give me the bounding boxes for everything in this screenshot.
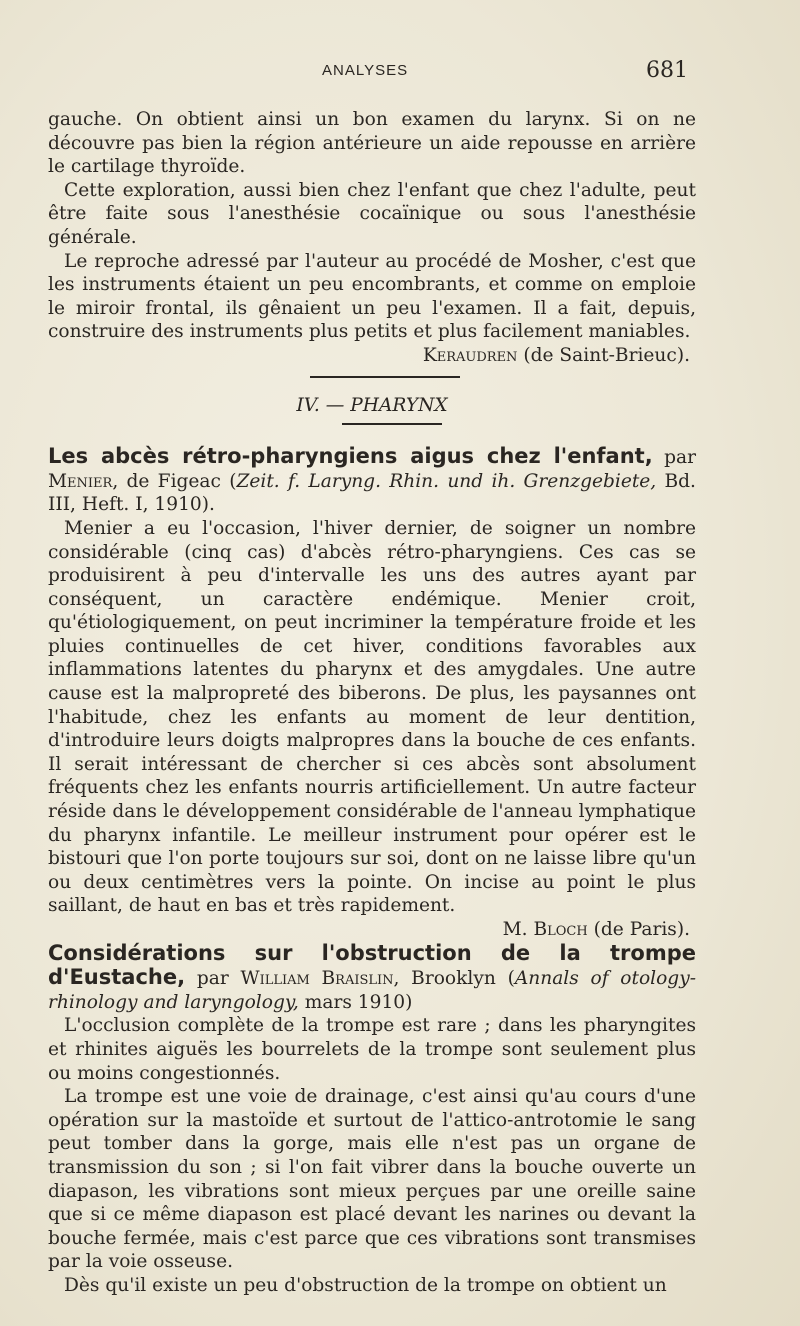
- continuation-paragraph-3: Le reproche adressé par l'auteur au procédé de Mosher, c'est que les instruments étaient un peu encombrants, et comme on emploie le miroir frontal, ils gênaient un peu l'examen. Il a fait, depuis, construire des instruments plus petits et plus facilement maniables.: [48, 250, 696, 343]
- section-rule: [342, 423, 442, 425]
- article-1-title: Les abcès rétro-pharyngiens aigus chez l'enfant,: [48, 444, 653, 469]
- article-1-author: Menier: [48, 470, 113, 492]
- article-1-ref-open: (: [229, 470, 237, 492]
- article-1-journal: Zeit. f. Laryng. Rhin. und ih. Grenzgebiete,: [236, 470, 657, 492]
- signature-prefix: M.: [502, 919, 528, 940]
- running-head: [0, 58, 800, 92]
- body-text: [48, 108, 696, 1298]
- article-1-by: par: [664, 447, 696, 469]
- article-2-ref-open: (: [507, 968, 515, 990]
- article-2-paragraph-1: L'occlusion complète de la trompe est rare ; dans les pharyngites et rhinites aiguës les bourrelets de la trompe sont seulement plus ou moins congestionnés.: [48, 1015, 696, 1084]
- continuation-paragraph-1: gauche. On obtient ainsi un bon examen du larynx. Si on ne découvre pas bien la région antérieure un aide repousse en arrière le cartilage thyroïde.: [48, 109, 696, 178]
- article-2-paragraph-2: La trompe est une voie de drainage, c'est ainsi qu'au cours d'une opération sur la mastoïde et surtout de l'attico-antrotomie le sang peut tomber dans la gorge, mais elle n'est pas un organe de transmission du son ; si l'on fait vibrer dans la bouche ouverte un diapason, les vibrations sont mieux perçues par une oreille saine que si ce même diapason est placé devant les narines ou devant la bouche fermée, mais c'est parce que ces vibrations sont transmises par la voie osseuse.: [48, 1086, 696, 1273]
- signature-place: (de Saint-Brieuc).: [523, 344, 690, 366]
- article-2-ref: mars 1910): [304, 991, 413, 1013]
- article-2-author-place: , Brooklyn: [393, 968, 496, 990]
- divider-rule: [310, 376, 460, 378]
- section-heading: IV. — PHARYNX: [296, 394, 448, 416]
- article-2-by: par: [196, 968, 229, 990]
- article-2-title: Considérations sur l'obstruction de la trompe d'Eustache,: [48, 940, 696, 990]
- continuation-paragraph-2: Cette exploration, aussi bien chez l'enfant que chez l'adulte, peut être faite sous l'anesthésie cocaïnique ou sous l'anesthésie générale.: [48, 179, 696, 248]
- article-1-author-place: , de Figeac: [112, 470, 221, 492]
- signature-name: Bloch: [533, 919, 588, 940]
- article-2-header: [48, 942, 696, 1015]
- article-1-paragraph: Menier a eu l'occasion, l'hiver dernier, de soigner un nombre considérable (cinq cas) d'abcès rétro-pharyngiens. Ces cas se produisirent à peu d'intervalle les uns des autres ayant par conséquent, un caractère endémique. Menier croit, qu'étiologiquement, on peut incriminer la température froide et les pluies continuelles de cet hiver, conditions favorables aux inflammations latentes du pharynx et des amygdales. Une autre cause est la malpropreté des biberons. De plus, les paysannes ont l'habitude, chez les enfants au moment de leur dentition, d'introduire leurs doigts malpropres dans la bouche de ces enfants. Il serait intéressant de chercher si ces abcès sont absolument fréquents chez les enfants nourris artificiellement. Un autre facteur réside dans le développement considérable de l'anneau lymphatique du pharynx infantile. Le meilleur instrument pour opérer est le bistouri que l'on porte toujours sur soi, dont on ne laisse libre qu'un ou deux centimètres vers la pointe. On incise au point le plus saillant, de haut en bas et très rapidement.: [48, 517, 696, 917]
- article-2-journal: Annals of otology-rhinology and laryngology,: [48, 968, 696, 1013]
- article-1-header: [48, 445, 696, 517]
- signature-place: (de Paris).: [593, 919, 690, 940]
- article-1-ref: Bd. III, Heft. I, 1910).: [48, 470, 696, 516]
- running-title: ANALYSES: [322, 62, 409, 79]
- article-2-paragraph-3: Dès qu'il existe un peu d'obstruction de la trompe on obtient un: [64, 1274, 667, 1296]
- signature-name: Keraudren: [422, 344, 518, 366]
- article-2-author: William Braislin: [240, 968, 394, 990]
- page-number: 681: [646, 58, 688, 83]
- signature-keraudren: [48, 344, 696, 368]
- signature-bloch: [48, 918, 696, 942]
